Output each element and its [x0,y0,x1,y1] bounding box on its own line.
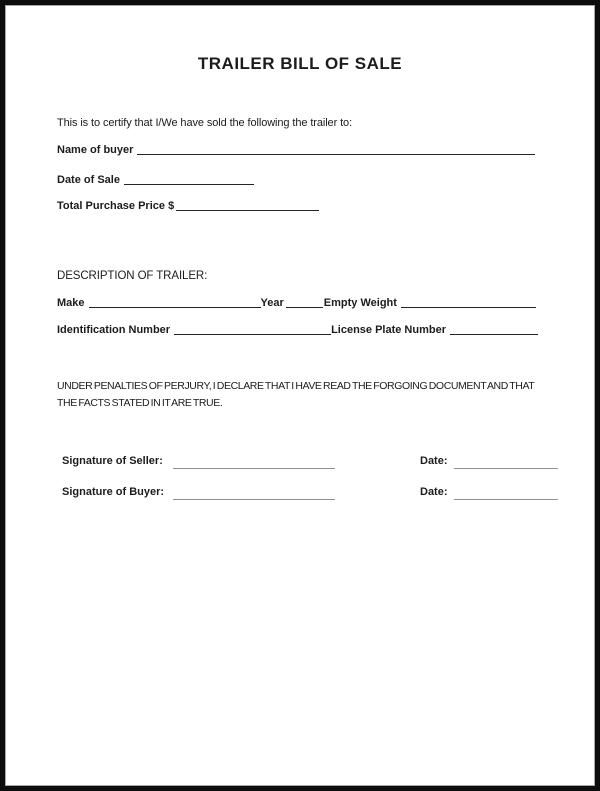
document-inner-border [5,5,595,786]
buyer-signature-row [6,486,594,508]
perjury-line-1: UNDER PENALTIES OF PERJURY, I DECLARE THAT I HAVE READ THE FORGOING DOCUMENT AND THAT [57,380,535,392]
name-of-buyer-row [57,144,535,156]
identification-number-label: Identification Number [57,324,171,336]
date-of-sale-field[interactable] [124,182,254,185]
buyer-date-field[interactable] [454,499,558,500]
date-of-sale-label: Date of Sale [57,174,120,186]
identification-row [57,324,538,336]
purchase-price-field[interactable] [176,208,319,211]
name-of-buyer-field[interactable] [137,152,535,155]
purchase-price-row [57,200,320,212]
make-label: Make [57,297,85,309]
perjury-line-2: THE FACTS STATED IN IT ARE TRUE. [57,397,223,409]
name-of-buyer-label: Name of buyer [57,144,134,156]
make-field[interactable] [89,305,261,308]
seller-date-label: Date: [420,455,448,467]
date-of-sale-row [57,174,254,186]
description-heading: DESCRIPTION OF TRAILER: [57,270,208,282]
purchase-price-label: Total Purchase Price $ [57,200,175,212]
buyer-date-label: Date: [420,486,448,498]
perjury-statement [57,378,534,412]
make-year-weight-row [57,297,536,309]
year-field[interactable] [286,305,323,308]
signature-of-buyer-label: Signature of Buyer: [62,486,165,498]
signature-of-seller-label: Signature of Seller: [62,455,163,467]
page-title: TRAILER BILL OF SALE [197,54,403,73]
license-plate-label: License Plate Number [331,324,446,336]
seller-signature-row [6,455,594,477]
license-plate-field[interactable] [450,332,538,335]
identification-number-field[interactable] [174,332,331,335]
seller-date-field[interactable] [454,468,558,469]
buyer-signature-field[interactable] [173,499,335,500]
empty-weight-field[interactable] [401,305,536,308]
seller-signature-field[interactable] [173,468,335,469]
empty-weight-label: Empty Weight [323,297,397,309]
year-label: Year [260,297,284,309]
intro-text: This is to certify that I/We have sold the following the trailer to: [57,117,353,129]
